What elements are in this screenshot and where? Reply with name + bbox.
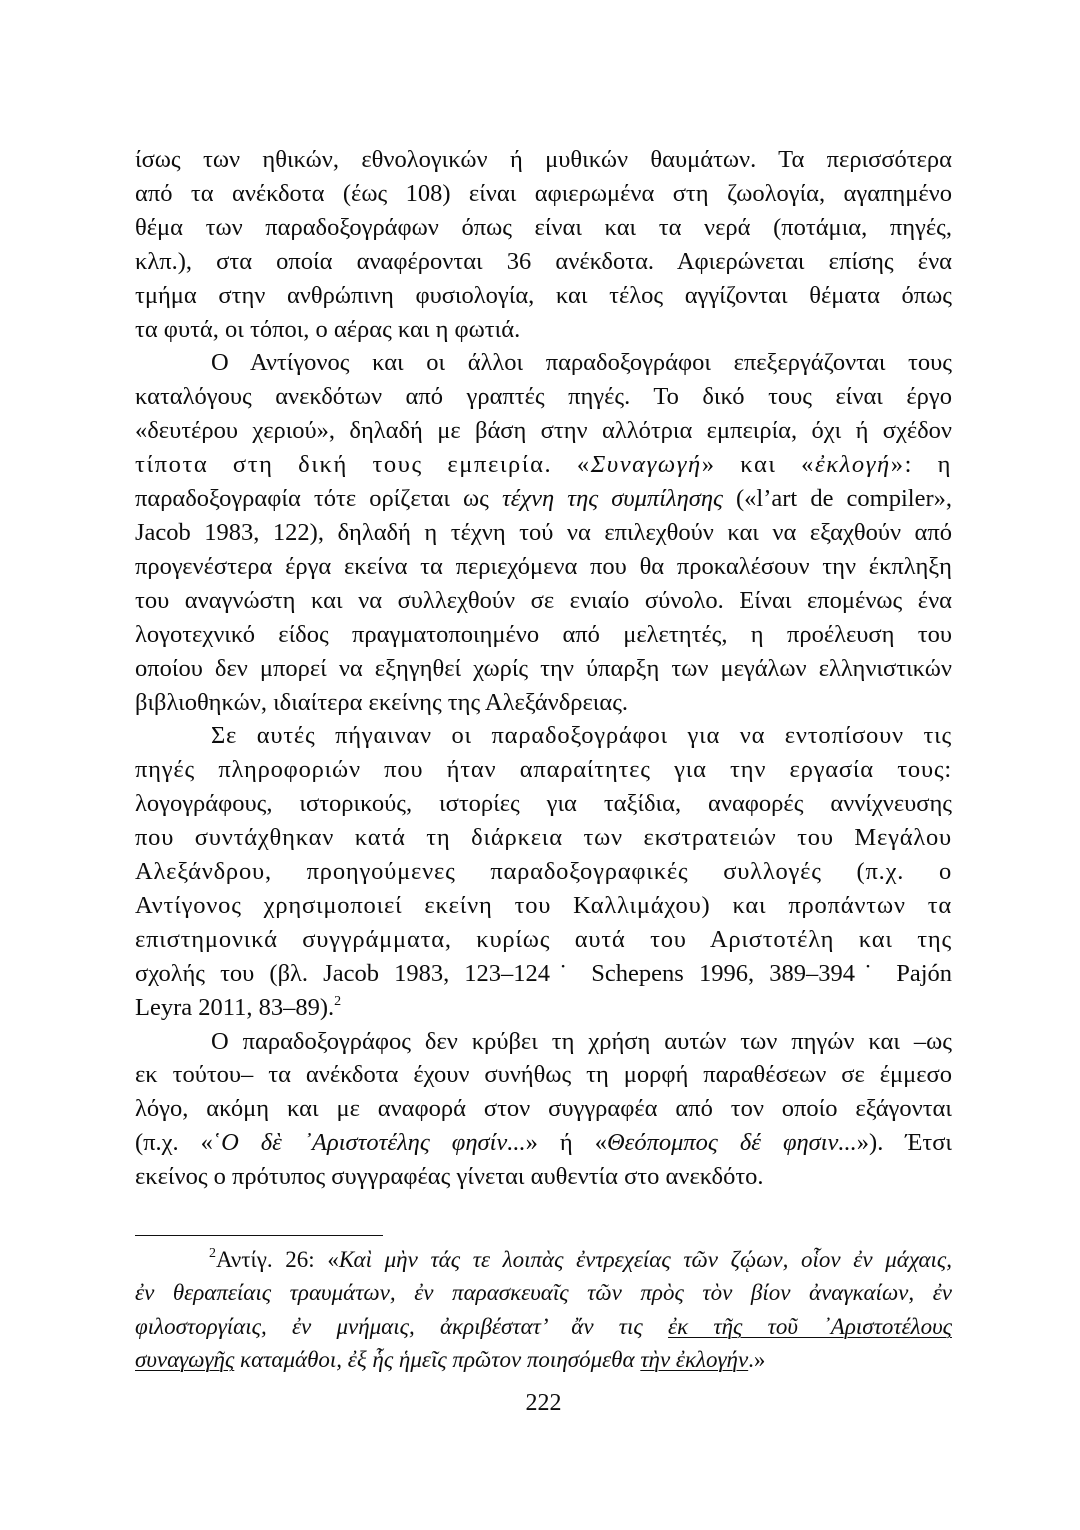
footnote-reference: 2 <box>334 993 342 1009</box>
text-line <box>135 991 952 1025</box>
footnote-marker: 2 <box>209 1246 216 1261</box>
text-line: Αντίγονος χρησιμοποιεί εκείνη του Καλλιμάχου) και προπάντων τα <box>135 891 952 919</box>
footnote-line <box>135 1243 952 1276</box>
paragraph <box>135 143 952 346</box>
footnote <box>135 1243 952 1376</box>
text-segment: .» <box>748 1346 766 1372</box>
text-line <box>135 482 952 516</box>
italic-quote: Θεόπομπος δέ φησιν... <box>606 1129 857 1157</box>
text-line: ίσως των ηθικών, εθνολογικών ή μυθικών θαυμάτων. Τα περισσότερα <box>135 146 952 173</box>
text-line: του αναγνώστη και να συλλεχθούν σε ενιαίο σύνολο. Είναι επομένως ένα <box>135 586 952 614</box>
underlined-phrase: τὴν ἐκλογήν <box>640 1346 749 1372</box>
text-line: Ο παραδοξογράφος δεν κρύβει τη χρήση αυτών των πηγών και –ως <box>211 1027 952 1055</box>
text-segment: »). Έτσι <box>856 1129 952 1157</box>
italic-term: ἐκλογή <box>815 451 891 479</box>
italic-quote: Καὶ μὴν τάς τε λοιπὰς ἐντρεχείας τῶν ζῴων, οἷον ἐν μάχαις, <box>338 1247 952 1272</box>
paragraph <box>135 346 952 719</box>
italic-quote: ῾Ο δὲ ᾿Αριστοτέλης φησίν... <box>212 1129 526 1157</box>
text-line: Σε αυτές πήγαιναν οι παραδοξογράφοι για να εντοπίσουν τις <box>211 722 952 750</box>
italic-term: Συναγωγή <box>590 451 702 479</box>
text-line <box>135 448 952 482</box>
text-segment: («l’art de compiler», <box>722 485 952 513</box>
text-line: εκ τούτου– τα ανέκδοτα έχουν συνήθως τη μορφή παραθέσεων σε έμμεσο <box>135 1061 952 1089</box>
page-number: 222 <box>525 1390 562 1416</box>
text-line: πηγές πληροφοριών που ήταν απαραίτητες για την εργασία τους: <box>135 756 952 784</box>
text-line: τμήμα στην ανθρώπινη φυσιολογία, και τέλος αγγίζονται θέματα όπως <box>135 281 952 309</box>
text-segment: Leyra 2011, 83–89). <box>135 993 335 1021</box>
text-line: καταλόγους ανεκδότων από γραπτές πηγές. Το δικό τους είναι έργο <box>135 383 952 411</box>
text-line <box>135 1126 952 1160</box>
underlined-phrase: συναγωγῆς <box>135 1346 235 1372</box>
paragraph <box>135 1025 952 1195</box>
text-segment: » και « <box>701 451 816 479</box>
footnote-separator <box>135 1235 383 1236</box>
paragraph <box>135 719 952 1024</box>
text-line: που συντάχθηκαν κατά τη διάρκεια των εκστρατειών του Μεγάλου <box>135 824 952 852</box>
text-segment: τίποτα στη δική τους εμπειρία. « <box>135 451 591 479</box>
text-line: από τα ανέκδοτα (έως 108) είναι αφιερωμένα στη ζωολογία, αγαπημένο <box>135 179 952 207</box>
text-segment: φιλοστοργίαις, ἐν μνήμαις, ἀκριβέστατ’ ἄν τις <box>135 1313 669 1339</box>
text-line: εκείνος ο πρότυπος συγγραφέας γίνεται αυθεντία στο ανεκδότο. <box>135 1163 764 1191</box>
text-line: προγενέστερα έργα εκείνα τα περιεχόμενα που θα προκαλέσουν την έκπληξη <box>135 552 952 580</box>
text-line: Jacob 1983, 122), δηλαδή η τέχνη τού να επιλεχθούν και να εξαχθούν από <box>135 518 952 546</box>
text-line: οποίου δεν μπορεί να εξηγηθεί χωρίς την ύπαρξη των μεγάλων ελληνιστικών <box>135 654 952 682</box>
main-text <box>135 143 952 1194</box>
italic-term: τέχνη της συμπίλησης <box>501 485 723 513</box>
text-segment: (π.χ. « <box>135 1129 213 1157</box>
text-segment: » ή « <box>525 1129 607 1157</box>
text-segment: καταμάθοι, ἐξ ἧς ἡμεῖς πρῶτον ποιησόμεθα <box>234 1346 641 1372</box>
text-line: Ο Αντίγονος και οι άλλοι παραδοξογράφοι επεξεργάζονται τους <box>211 349 952 377</box>
underlined-phrase: ἐκ τῆς τοῦ ᾿Αριστοτέλους <box>668 1313 952 1339</box>
text-line: βιβλιοθηκών, ιδιαίτερα εκείνης της Αλεξάνδρειας. <box>135 688 629 716</box>
text-line: τα φυτά, οι τόποι, ο αέρας και η φωτιά. <box>135 315 521 343</box>
text-line: θέμα των παραδοξογράφων όπως είναι και τα νερά (ποτάμια, πηγές, <box>135 213 952 241</box>
text-segment: Αντίγ. 26: « <box>216 1247 339 1272</box>
text-line: επιστημονικά συγγράμματα, κυρίως αυτά του Αριστοτέλη και της <box>135 925 952 953</box>
text-line: «δευτέρου χεριού», δηλαδή με βάση στην αλλότρια εμπειρία, όχι ή σχέδον <box>135 417 952 445</box>
text-line: λογοτεχνικό είδος πραγματοποιημένο από μελετητές, η προέλευση του <box>135 620 952 648</box>
footnote-line <box>135 1343 952 1376</box>
text-segment: παραδοξογραφία τότε ορίζεται ως <box>135 485 502 513</box>
text-line: Αλεξάνδρου, προηγούμενες παραδοξογραφικές συλλογές (π.χ. ο <box>135 858 952 886</box>
text-line: σχολής του (βλ. Jacob 1983, 123–124˙ Schepens 1996, 389–394˙ Pajón <box>135 959 952 987</box>
text-line: λογογράφους, ιστορικούς, ιστορίες για ταξίδια, αναφορές αννίχνευσης <box>135 790 952 818</box>
footnote-line <box>135 1310 952 1343</box>
text-line: κλπ.), στα οποία αναφέρονται 36 ανέκδοτα. Αφιερώνεται επίσης ένα <box>135 247 952 275</box>
text-line: λόγο, ακόμη και με αναφορά στον συγγραφέα από τον οποίο εξάγονται <box>135 1095 952 1123</box>
footnote-line: ἐν θεραπείαις τραυμάτων, ἐν παρασκευαῖς τῶν πρὸς τὸν βίον ἀναγκαίων, ἐν <box>135 1280 952 1306</box>
text-segment: »: η <box>890 451 952 479</box>
